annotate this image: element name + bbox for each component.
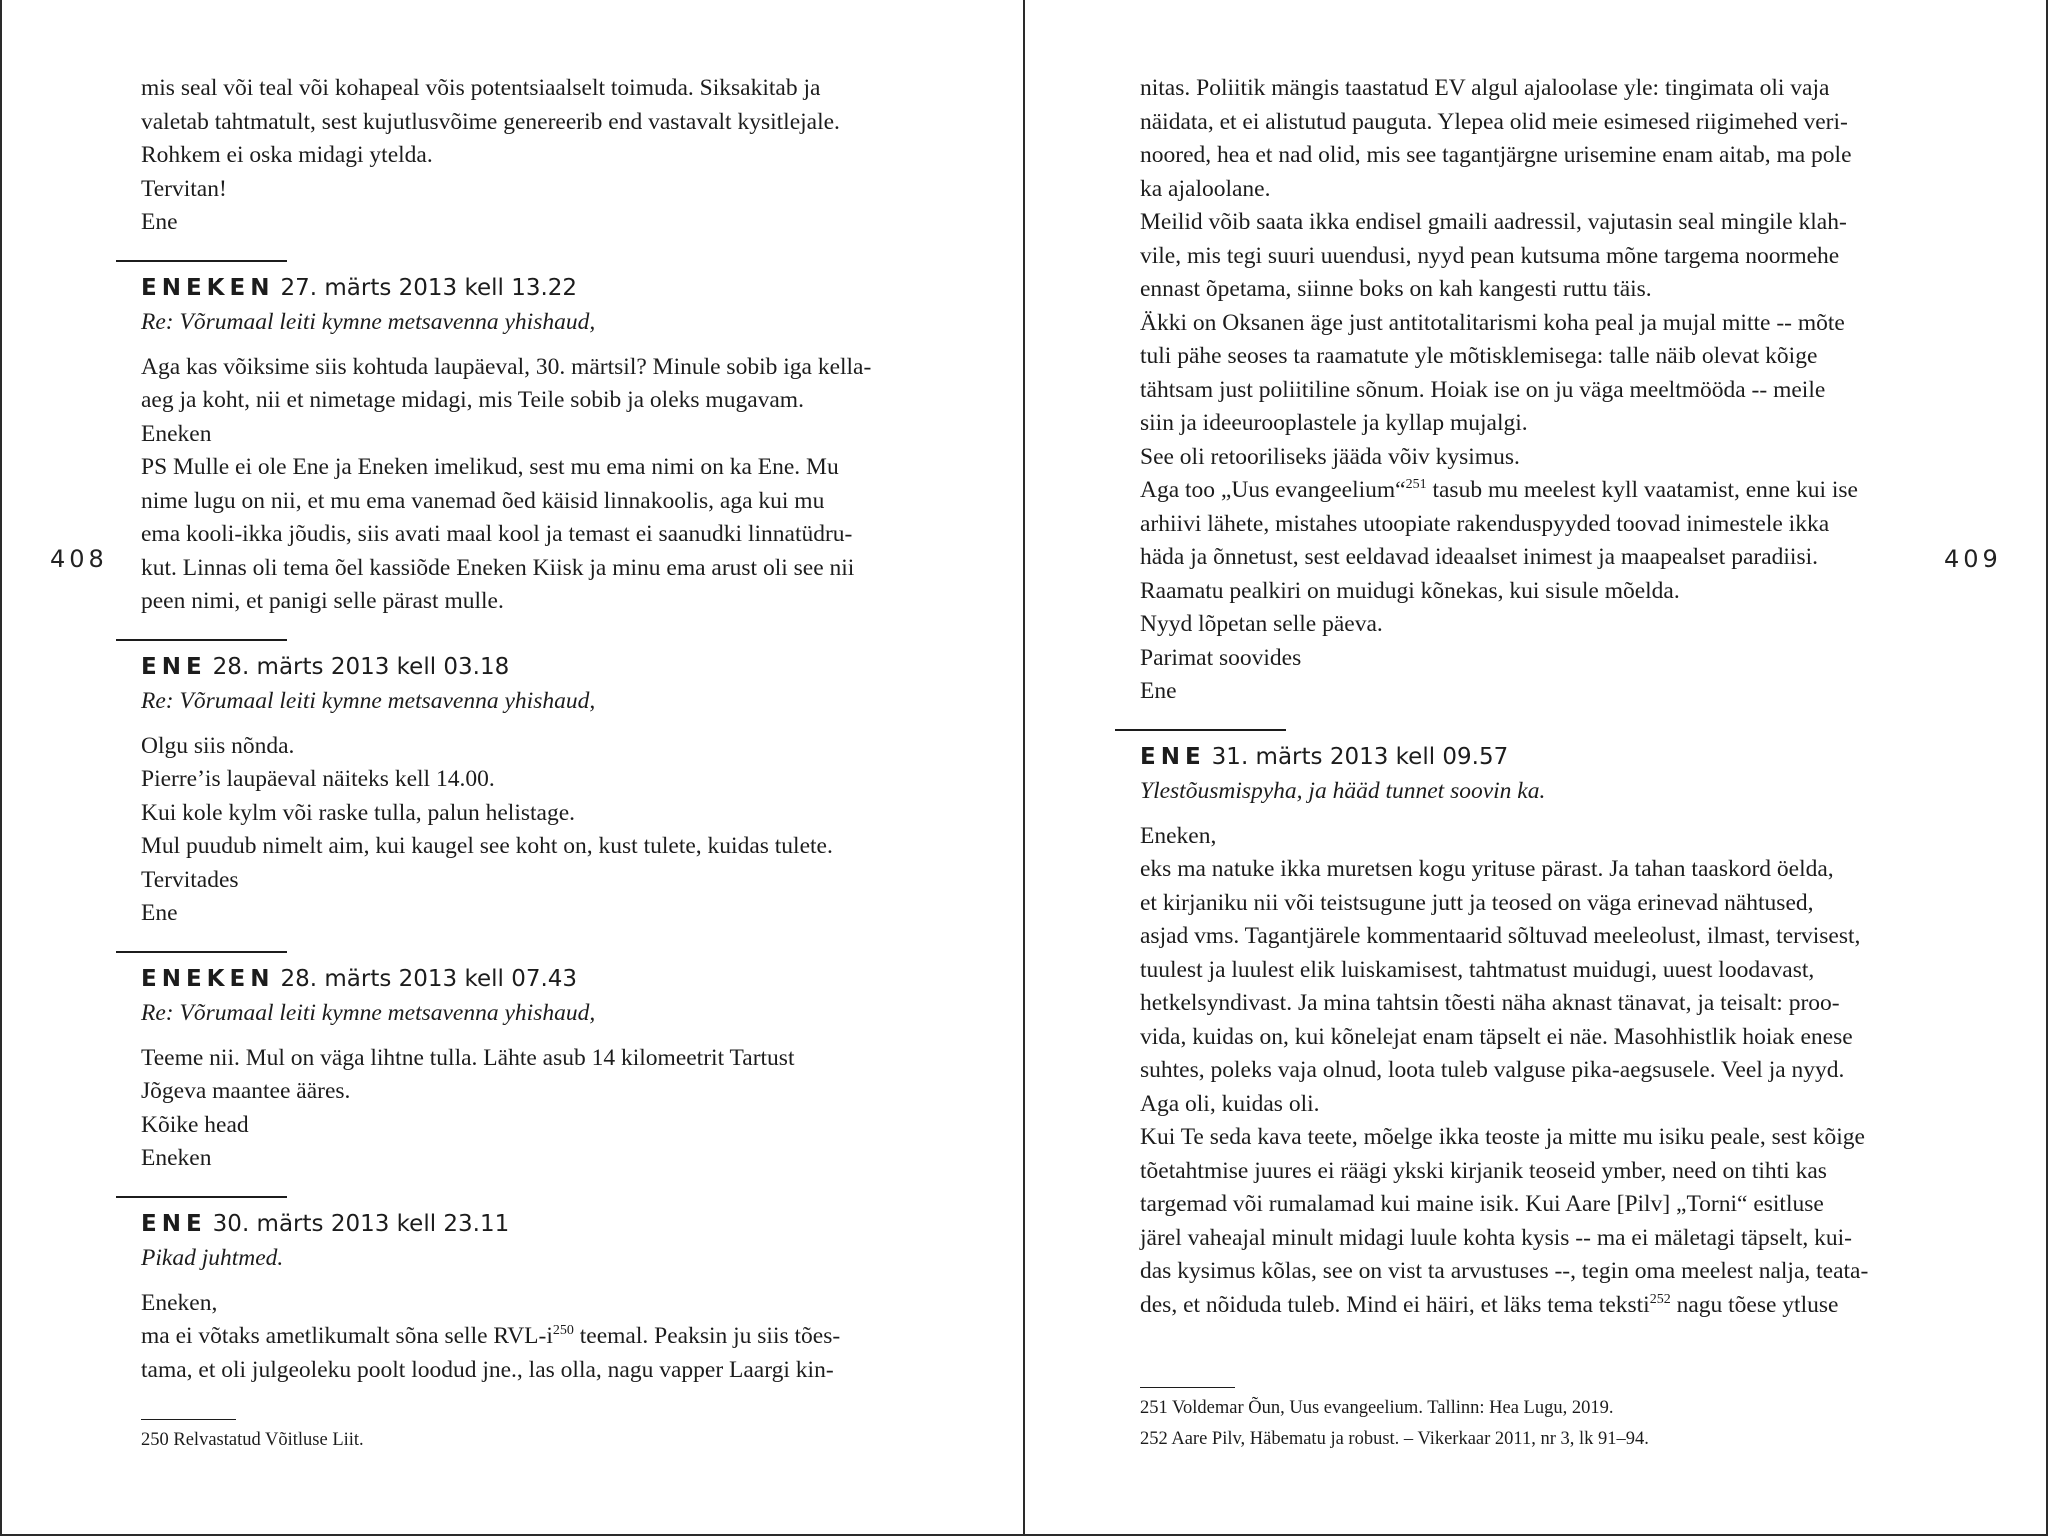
spine-divider bbox=[1023, 0, 1025, 1536]
entry-body-text: Eneken, eks ma natuke ikka muretsen kogu yrituse pärast. Ja tahan taaskord öelda, et kirjaniku nii või teistsugune jutt ja teosed on väga erinevad nähtused, asjad vms. Tagantjärele kommentaarid sõltuvad meeleolust, ilmast, tervisest, tuulest ja luulest elik luiskamisest, tahtmatust muidugi, uuest loodavast, hetkelsyndivast. Ja mina tahtsin tõesti näha aknast tänavat, ja teisalt: proo- vida, kuidas on, kui kõnelejat enam täpselt ei näe. Masohhistlik hoiak enese suhtes, poleks vaja olnud, loota tuleb valguse pika-aegsusele. Veel ja nyyd. Aga oli, kuidas oli. Kui Te seda kava teete, mõelge ikka teoste ja mitte mu isiku peale, sest kõige tõetahtmise juures ei räägi ykski kirjanik teoseid ymber, need on tihti kas targemad või rumalamad kui maine isik. Kui Aare [Pilv] „Torni“ esitluse järel vaheajal minult midagi luule kohta kysis -- ma ei mäletagi täpselt, kui- das kysimus kõlas, see on vist ta arvustuses --, tegin oma meelest nalja, teata- des, et nõiduda tuleb. Mind ei häiri, et läks tema teksti bbox=[1140, 822, 1869, 1318]
left-page-text bbox=[141, 72, 916, 1387]
entry-body: Aga kas võiksime siis kohtuda laupäeval, 30. märtsil? Minule sobib iga kella- aeg ja koht, nii et nimetage midagi, mis Teile sobib ja oleks mugavam. Eneken PS Mulle ei ole Ene ja Eneken imelikud, sest mu ema nimi on ka Ene. Mu nime lugu on nii, et mu ema vanemad õed käisid linnakoolis, aga kui mu ema kooli-ikka jõudis, siis avati maal kool ja temast ei saanudki linnatüdru- kut. Linnas oli tema õel kassiõde Eneken Kiisk ja minu ema arust oli see nii peen nimi, et panigi selle pärast mulle. bbox=[141, 353, 872, 614]
entry-header bbox=[1140, 739, 1915, 775]
entry-date: 27. märts 2013 kell 13.22 bbox=[280, 274, 578, 301]
continuation-text: nitas. Poliitik mängis taastatud EV algul ajaloolase yle: tingimata oli vaja näidata, et ei alistutud pauguta. Ylepea olid meie esimesed riigimehed veri- noored, hea et nad olid, mis see tagantjärgne urisemine enam aitab, ma pole ka ajaloolane. Meilid võib saata ikka endisel gmaili aadressil, vajutasin seal mingile klah- vile, mis tegi suuri uuendusi, nyyd pean kutsuma mõne targema noormehe ennast õpetama, siinne boks on kah kangesti ruttu täis. Äkki on Oksanen äge just antitotalitarismi koha peal ja mujal mitte -- mõte tuli pähe seoses ta raamatute yle mõtisklemisega: talle näib olevat kõige tähtsam just poliitiline sõnum. Hoiak ise on ju väga meeltmööda -- meile siin ja ideeurooplastele ja kyllap mujalgi. See oli retooriliseks jääda võiv kysimus. Aga too „Uus evangeelium“ bbox=[1140, 75, 1852, 503]
entry-body-text: nagu tõese ytluse bbox=[1670, 1291, 1839, 1318]
entry-rule bbox=[116, 1196, 287, 1198]
page-number-right: 409 bbox=[1944, 545, 2002, 573]
entry-subject: Re: Võrumaal leiti kymne metsavenna yhishaud, bbox=[141, 999, 596, 1026]
entry-body bbox=[1140, 820, 1915, 1323]
continuation-text: tasub mu meelest kyll vaatamist, enne kui ise arhiivi lähete, mistahes utoopiate rakenduspyyded toovad inimestele ikka häda ja õnnetust, sest eeldavad ideaalset inimest ja maapealset paradiisi. Raamatu pealkiri on muidugi kõnekas, kui sisule mõelda. Nyyd lõpetan selle päeva. Parimat soovides Ene bbox=[1140, 477, 1858, 704]
footnote-marker: 252 bbox=[1649, 1291, 1671, 1307]
entry-body: Teeme nii. Mul on väga lihtne tulla. Lähte asub 14 kilomeetrit Tartust Jõgeva maantee ääres. Kõike head Eneken bbox=[141, 1044, 795, 1171]
entry-rule bbox=[116, 639, 287, 641]
right-page-text bbox=[1140, 72, 1915, 1322]
entry-header bbox=[141, 1206, 916, 1242]
entry-rule bbox=[116, 260, 287, 262]
entry-date: 28. märts 2013 kell 03.18 bbox=[212, 653, 510, 680]
entry-body: Olgu siis nõnda. Pierre’is laupäeval näiteks kell 14.00. Kui kole kylm või raske tulla, palun helistage. Mul puudub nimelt aim, kui kaugel see koht on, kust tulete, kuidas tulete. Tervitades Ene bbox=[141, 732, 833, 926]
letter-entry bbox=[141, 639, 916, 931]
entry-header bbox=[141, 961, 916, 997]
page-number-left: 408 bbox=[50, 545, 108, 573]
sender-name: ENEKEN bbox=[141, 274, 275, 301]
letter-entry bbox=[141, 951, 916, 1176]
entry-header bbox=[141, 649, 916, 685]
entry-subject: Re: Võrumaal leiti kymne metsavenna yhishaud, bbox=[141, 308, 596, 335]
footnote-rule bbox=[1140, 1387, 1235, 1388]
page-edge-left bbox=[0, 0, 2, 1536]
footnote: 252 Aare Pilv, Häbematu ja robust. – Vikerkaar 2011, nr 3, lk 91–94. bbox=[1140, 1429, 1649, 1449]
entry-date: 28. märts 2013 kell 07.43 bbox=[280, 965, 578, 992]
entry-header bbox=[141, 270, 916, 306]
entry-body bbox=[141, 1287, 916, 1388]
letter-continuation: mis seal või teal või kohapeal võis potentsiaalselt toimuda. Siksakitab ja valetab tahtmatult, sest kujutlusvõime genereerib end vastavalt kysitlejale. Rohkem ei oska midagi ytelda. Tervitan! Ene bbox=[141, 75, 840, 235]
entry-subject: Re: Võrumaal leiti kymne metsavenna yhishaud, bbox=[141, 687, 596, 714]
footnote-marker: 250 bbox=[552, 1323, 574, 1339]
letter-entry bbox=[141, 260, 916, 619]
footnote: 251 Voldemar Õun, Uus evangeelium. Tallinn: Hea Lugu, 2019. bbox=[1140, 1398, 1614, 1418]
sender-name: ENE bbox=[141, 653, 207, 680]
footnote: 250 Relvastatud Võitluse Liit. bbox=[141, 1430, 364, 1450]
entry-body-text: teemal. Peaksin ju siis tões- tama, et oli julgeoleku poolt loodud jne., las olla, nagu vapper Laargi kin- bbox=[141, 1323, 841, 1383]
sender-name: ENE bbox=[141, 1210, 207, 1237]
sender-name: ENE bbox=[1140, 743, 1206, 770]
sender-name: ENEKEN bbox=[141, 965, 275, 992]
entry-subject: Ylestõusmispyha, ja hääd tunnet soovin ka. bbox=[1140, 777, 1546, 804]
footnote-marker: 251 bbox=[1405, 477, 1427, 493]
footnote-rule bbox=[141, 1419, 236, 1420]
entry-date: 30. märts 2013 kell 23.11 bbox=[212, 1210, 510, 1237]
entry-date: 31. märts 2013 kell 09.57 bbox=[1211, 743, 1509, 770]
entry-body-text: Eneken, ma ei võtaks ametlikumalt sõna selle RVL-i bbox=[141, 1289, 553, 1349]
entry-rule bbox=[116, 951, 287, 953]
entry-rule bbox=[1115, 729, 1286, 731]
letter-entry bbox=[1140, 729, 1915, 1323]
letter-entry bbox=[141, 1196, 916, 1388]
entry-subject: Pikad juhtmed. bbox=[141, 1244, 284, 1271]
letter-continuation bbox=[1140, 72, 1915, 709]
